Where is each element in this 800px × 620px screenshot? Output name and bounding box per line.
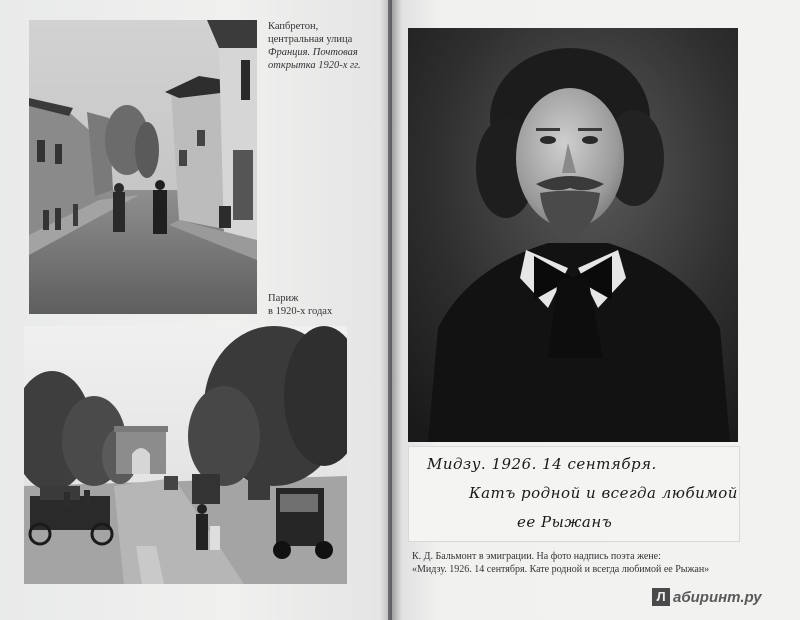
paris-caption: [268, 292, 368, 318]
handwritten-inscription: [408, 446, 740, 542]
labirint-logo-icon: Л: [652, 588, 670, 606]
capbreton-caption-line2: центральная улица: [268, 34, 353, 45]
capbreton-street-photo: [29, 20, 257, 314]
capbreton-caption-line3: Франция. Почтовая: [268, 47, 358, 58]
paris-street-photo: [24, 326, 347, 584]
paris-caption-line1: Париж: [268, 293, 299, 304]
paris-caption-line2: в 1920-х годах: [268, 306, 333, 317]
capbreton-caption-line4: открытка 1920-х гг.: [268, 60, 361, 71]
inscription-line2: Катъ родной и всегда любимой: [469, 484, 738, 502]
portrait-caption: [412, 551, 742, 576]
watermark-text: абиринт.ру: [673, 588, 762, 606]
inscription-line1: Мидзу. 1926. 14 сентября.: [427, 455, 657, 473]
balmont-portrait-photo: [408, 28, 738, 442]
capbreton-caption: [268, 20, 376, 72]
portrait-caption-line1: К. Д. Бальмонт в эмиграции. На фото надпись поэта жене:: [412, 551, 661, 562]
portrait-caption-line2: «Мидзу. 1926. 14 сентября. Кате родной и всегда любимой ее Рыжан»: [412, 563, 710, 575]
labirint-watermark: [652, 588, 762, 606]
capbreton-caption-line1: Капбретон,: [268, 21, 319, 32]
book-spine-shadow: [380, 0, 402, 620]
inscription-line3: ее Рыжанъ: [517, 513, 613, 531]
